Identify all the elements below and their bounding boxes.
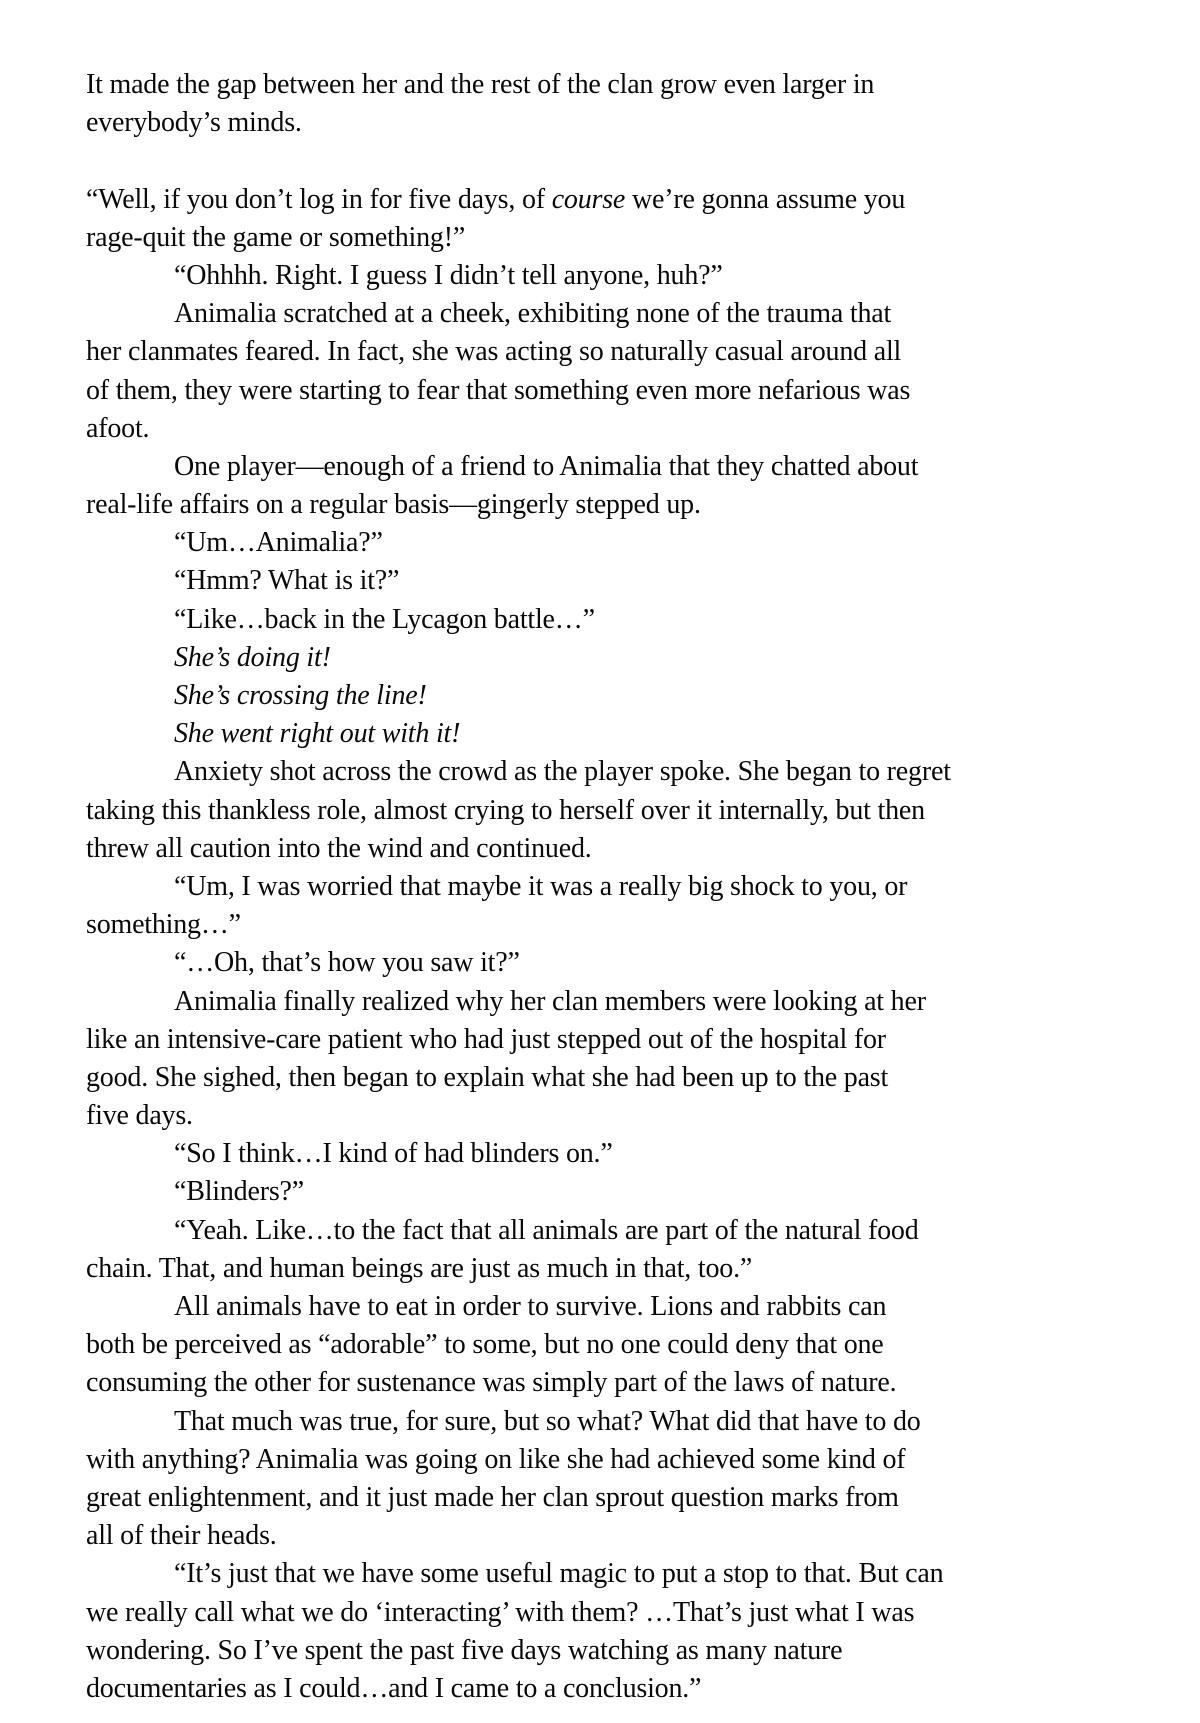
- text-segment: “So I think…I kind of had blinders on.”: [174, 1138, 613, 1170]
- text-segment: great enlightenment, and it just made her clan sprout question marks from: [86, 1481, 899, 1513]
- text-segment: “Well, if you don’t log in for five days, of: [86, 183, 552, 215]
- text-line: [86, 1173, 1122, 1211]
- text-segment: “Hmm? What is it?”: [174, 565, 400, 597]
- text-segment: all of their heads.: [86, 1520, 277, 1552]
- text-segment: chain. That, and human beings are just as much in that, too.”: [86, 1252, 753, 1284]
- text-segment: good. She sighed, then began to explain what she had been up to the past: [86, 1061, 889, 1093]
- text-line: [86, 868, 1122, 906]
- italic-text-segment: She went right out with it!: [174, 718, 461, 750]
- text-segment: threw all caution into the wind and continued.: [86, 832, 592, 864]
- text-segment: Animalia finally realized why her clan members were looking at her: [174, 985, 926, 1017]
- text-line: [86, 257, 1122, 295]
- text-segment: both be perceived as “adorable” to some, but no one could deny that one: [86, 1329, 884, 1361]
- text-segment: rage-quit the game or something!”: [86, 221, 466, 253]
- text-line: [86, 944, 1122, 982]
- text-line: [86, 1250, 1122, 1288]
- text-line: [86, 1632, 1122, 1670]
- text-segment: taking this thankless role, almost crying to herself over it internally, but then: [86, 794, 925, 826]
- text-segment: afoot.: [86, 412, 150, 444]
- italic-text-segment: course: [551, 183, 626, 215]
- text-segment: That much was true, for sure, but so what? What did that have to do: [174, 1405, 921, 1437]
- italic-text-segment: She’s crossing the line!: [174, 680, 427, 711]
- text-line: [86, 1517, 1122, 1555]
- text-line: [86, 1326, 1122, 1364]
- text-line: [86, 372, 1122, 410]
- text-line: [86, 333, 1122, 371]
- text-segment: “Yeah. Like…to the fact that all animals are part of the natural food: [174, 1214, 919, 1246]
- text-line: [86, 1021, 1122, 1059]
- text-line: [86, 448, 1122, 486]
- text-segment: “Blinders?”: [174, 1176, 304, 1208]
- text-segment: five days.: [86, 1100, 193, 1132]
- text-segment: real-life affairs on a regular basis—gingerly stepped up.: [86, 489, 701, 521]
- text-line: [86, 219, 1122, 257]
- text-segment: “Like…back in the Lycagon battle…”: [174, 603, 595, 635]
- text-line: [86, 1212, 1122, 1250]
- text-line: [86, 1097, 1122, 1135]
- text-line: [86, 830, 1122, 868]
- text-line: [86, 295, 1122, 333]
- text-segment: Animalia scratched at a cheek, exhibiting none of the trauma that: [174, 298, 892, 330]
- text-line: [86, 1364, 1122, 1402]
- text-line: [86, 1135, 1122, 1173]
- text-segment: It made the gap between her and the rest of the clan grow even larger in: [86, 69, 875, 100]
- text-line: [86, 1555, 1122, 1593]
- text-segment: like an intensive-care patient who had just stepped out of the hospital for: [86, 1023, 886, 1055]
- text-line: [86, 983, 1122, 1021]
- text-line: [86, 66, 1122, 104]
- text-line: [86, 562, 1122, 600]
- text-segment: her clanmates feared. In fact, she was acting so naturally casual around all: [86, 336, 902, 368]
- text-line: [86, 639, 1122, 677]
- text-line: [86, 1441, 1122, 1479]
- text-segment: we really call what we do ‘interacting’ with them? …That’s just what I was: [86, 1596, 915, 1628]
- text-segment: of them, they were starting to fear that something even more nefarious was: [86, 374, 911, 406]
- page-text: [86, 66, 1122, 1708]
- text-segment: “Um…Animalia?”: [174, 527, 383, 559]
- text-line: [86, 715, 1122, 753]
- text-segment: everybody’s minds.: [86, 107, 302, 139]
- text-line: [86, 104, 1122, 142]
- text-segment: documentaries as I could…and I came to a conclusion.”: [86, 1672, 702, 1704]
- text-segment: wondering. So I’ve spent the past five days watching as many nature: [86, 1634, 843, 1666]
- text-line: [86, 906, 1122, 944]
- text-line: [86, 1670, 1122, 1708]
- text-segment: consuming the other for sustenance was simply part of the laws of nature.: [86, 1367, 897, 1399]
- text-line: [86, 410, 1122, 448]
- text-line: [86, 486, 1122, 524]
- text-line: [86, 792, 1122, 830]
- italic-text-segment: She’s doing it!: [174, 641, 331, 673]
- text-segment: with anything? Animalia was going on like she had achieved some kind of: [86, 1443, 906, 1475]
- text-line: [86, 1479, 1122, 1517]
- text-segment: “Um, I was worried that maybe it was a really big shock to you, or: [174, 870, 908, 902]
- text-segment: “It’s just that we have some useful magic to put a stop to that. But can: [174, 1558, 944, 1590]
- text-segment: “…Oh, that’s how you saw it?”: [174, 947, 520, 979]
- text-segment: something…”: [86, 909, 241, 941]
- text-line: [86, 181, 1122, 219]
- text-line: [86, 601, 1122, 639]
- blank-line: [86, 142, 1122, 180]
- text-line: [86, 1059, 1122, 1097]
- text-line: [86, 524, 1122, 562]
- text-line: [86, 1594, 1122, 1632]
- text-line: [86, 677, 1122, 715]
- text-segment: “Ohhhh. Right. I guess I didn’t tell anyone, huh?”: [174, 259, 723, 291]
- text-segment: All animals have to eat in order to survive. Lions and rabbits can: [174, 1291, 887, 1322]
- text-segment: Anxiety shot across the crowd as the player spoke. She began to regret: [174, 756, 951, 788]
- text-segment: we’re gonna assume you: [625, 183, 906, 215]
- text-line: [86, 1403, 1122, 1441]
- text-line: [86, 1288, 1122, 1326]
- text-line: [86, 753, 1122, 791]
- text-segment: One player—enough of a friend to Animalia that they chatted about: [174, 450, 919, 482]
